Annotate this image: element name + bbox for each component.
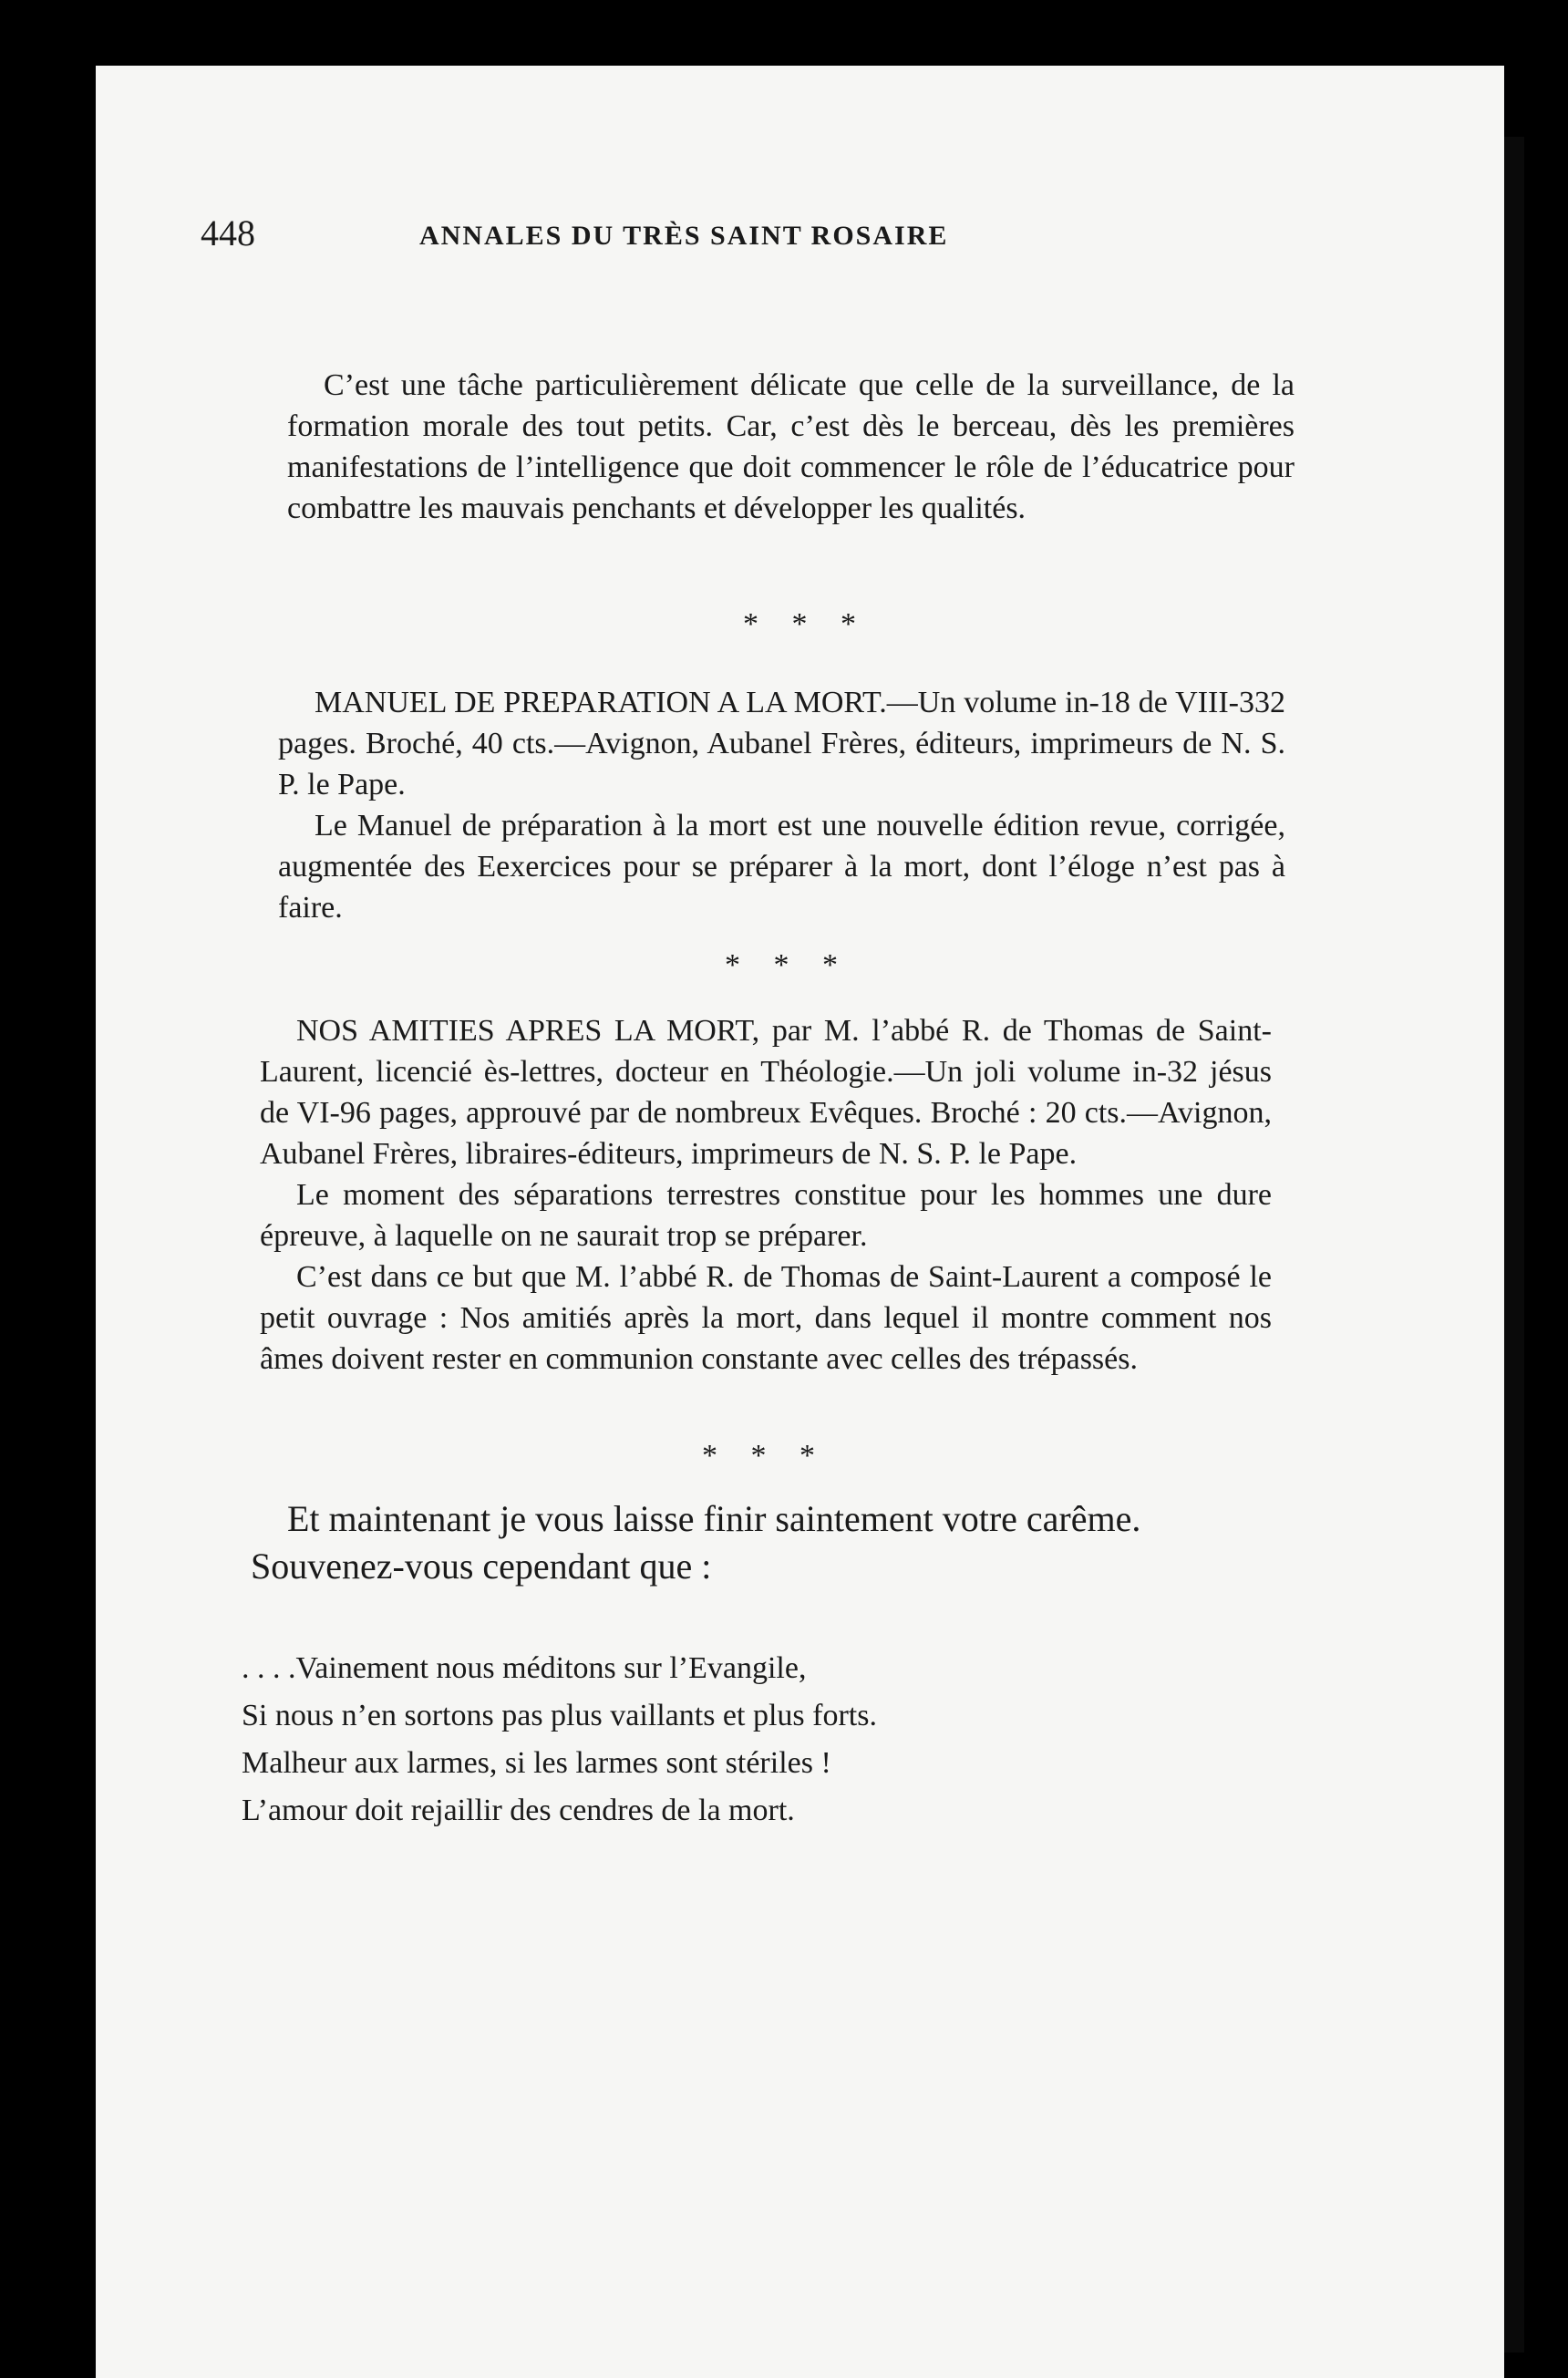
closing-verse	[242, 1645, 1244, 1835]
verse-line-1: . . . .Vainement nous méditons sur l’Evangile,	[242, 1651, 807, 1685]
review-manuel-notice: MANUEL DE PREPARATION A LA MORT.—Un volume in-18 de VIII-332 pages. Broché, 40 cts.—Avignon, Aubanel Frères, éditeurs, imprimeurs de N. S. P. le Pape.	[278, 686, 1285, 801]
page-number: 448	[201, 212, 255, 253]
closing-text: Et maintenant je vous laisse finir saintement votre carême. Souvenez-vous cependant que :	[251, 1498, 1141, 1587]
separator-2: * * *	[725, 948, 851, 982]
review-amities-comment-2: C’est dans ce but que M. l’abbé R. de Thomas de Saint-Laurent a composé le petit ouvrage : Nos amitiés après la mort, dans lequel il montre comment nos âmes doivent rester en communion constante avec celles des trépassés.	[260, 1260, 1272, 1376]
verse-line-4: L’amour doit rejaillir des cendres de la mort.	[242, 1794, 795, 1827]
page-edge-shadow	[1504, 137, 1524, 2352]
verse-line-3: Malheur aux larmes, si les larmes sont stériles !	[242, 1746, 831, 1780]
review-amities-notice: NOS AMITIES APRES LA MORT, par M. l’abbé R. de Thomas de Saint-Laurent, licencié ès-lettres, docteur en Théologie.—Un joli volume in-32 jésus de VI-96 pages, approuvé par de nombreux Evêques. Broché : 20 cts.—Avignon, Aubanel Frères, libraires-éditeurs, imprimeurs de N. S. P. le Pape.	[260, 1014, 1272, 1171]
separator-1: * * *	[743, 607, 869, 641]
review-amities-comment-1: Le moment des séparations terrestres constitue pour les hommes une dure épreuve, à laquelle on ne saurait trop se préparer.	[260, 1178, 1272, 1253]
review-manuel-comment: Le Manuel de préparation à la mort est une nouvelle édition revue, corrigée, augmentée des Eexercices pour se préparer à la mort, dont l’éloge n’est pas à faire.	[278, 809, 1285, 925]
intro-paragraph	[287, 365, 1295, 529]
review-manuel	[278, 682, 1285, 928]
closing-paragraph	[251, 1495, 1281, 1590]
verse-line-2: Si nous n’en sortons pas plus vaillants et plus forts.	[242, 1699, 877, 1732]
running-head	[201, 212, 1322, 266]
journal-title: ANNALES DU TRÈS SAINT ROSAIRE	[419, 221, 949, 251]
separator-3: * * *	[702, 1439, 828, 1473]
intro-text: C’est une tâche particulièrement délicate que celle de la surveillance, de la formation morale des tout petits. Car, c’est dès le berceau, dès les premières manifestations de l’intelligence que doit commencer le rôle de l’éducatrice pour combattre les mauvais penchants et développer les qualités.	[287, 368, 1295, 525]
review-amities	[260, 1010, 1272, 1380]
